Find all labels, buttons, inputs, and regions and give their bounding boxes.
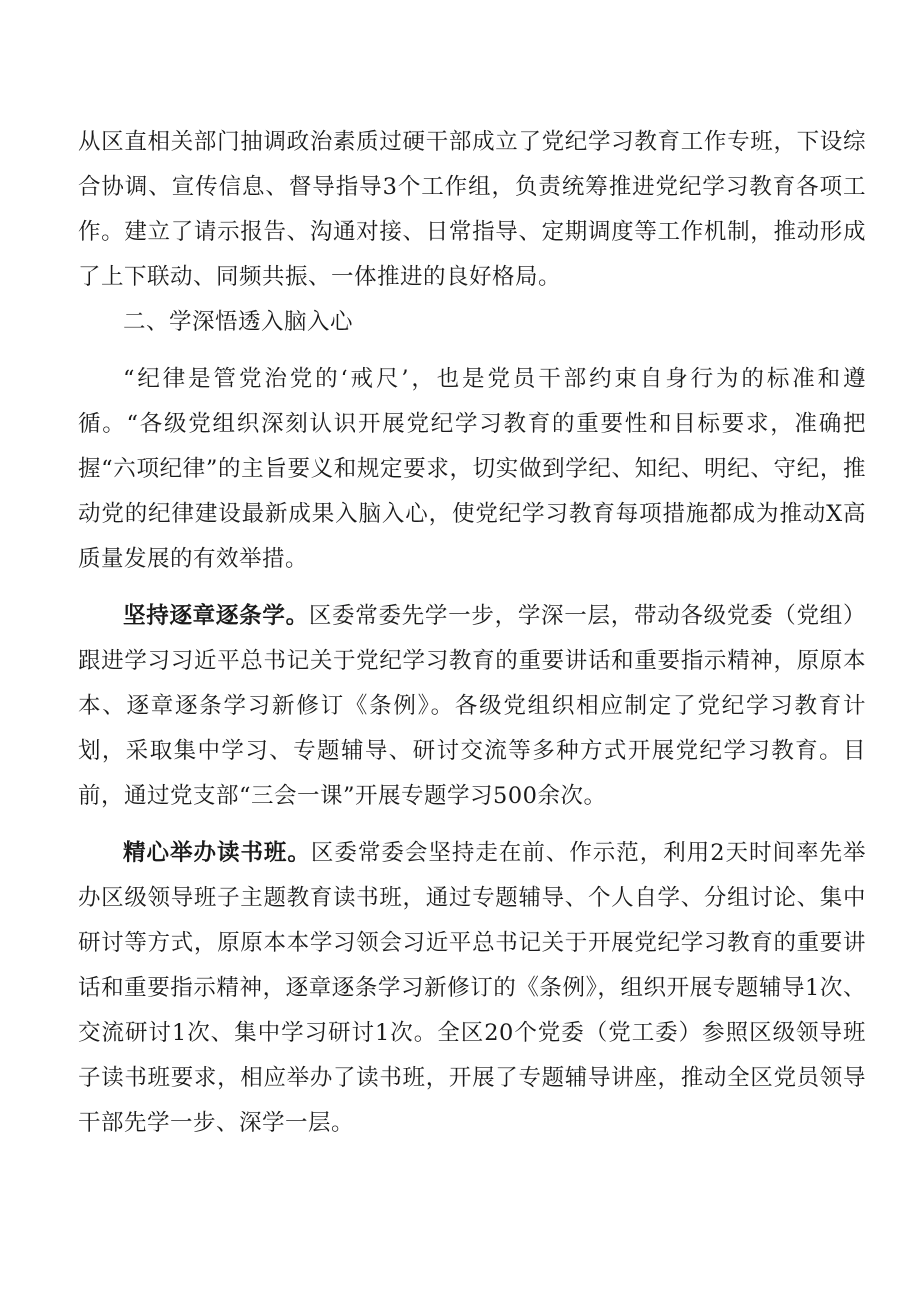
document-body [78, 120, 866, 1146]
paragraph-reading-class-body: 区委常委会坚持走在前、作示范，利用2天时间率先举办区级领导班子主题教育读书班，通过专题辅导、个人自学、分组讨论、集中研讨等方式，原原本本学习领会习近平总书记关于开展党纪学习教育的重要讲话和重要指示精神，逐章逐条学习新修订的《条例》，组织开展专题辅导1次、交流研讨1次、集中学习研讨1次。全区20个党委（党工委）参照区级领导班子读书班要求，相应举办了读书班，开展了专题辅导讲座，推动全区党员领导干部先学一步、深学一层。 [78, 840, 866, 1136]
paragraph-chapter-study-body: 区委常委先学一步，学深一层，带动各级党委（党组）跟进学习习近平总书记关于党纪学习教育的重要讲话和重要指示精神，原原本本、逐章逐条学习新修订《条例》。各级党组织相应制定了党纪学习教育计划，采取集中学习、专题辅导、研讨交流等多种方式开展党纪学习教育。目前，通过党支部“三会一课”开展专题学习500余次。 [78, 603, 866, 809]
paragraph-reading-class-lead: 精心举办读书班。 [123, 840, 311, 866]
paragraph-work-team [78, 120, 866, 300]
paragraph-chapter-study [78, 594, 866, 819]
section-heading-2-text: 二、学深悟透入脑入心 [123, 309, 354, 335]
paragraph-work-team-text: 从区直相关部门抽调政治素质过硬干部成立了党纪学习教育工作专班，下设综合协调、宣传信息、督导指导3个工作组，负责统筹推进党纪学习教育各项工作。建立了请示报告、沟通对接、日常指导、定期调度等工作机制，推动形成了上下联动、同频共振、一体推进的良好格局。 [78, 129, 866, 290]
paragraph-reading-class [78, 831, 866, 1146]
paragraph-discipline-text: “纪律是管党治党的‘戒尺’，也是党员干部约束自身行为的标准和遵循。“各级党组织深刻认识开展党纪学习教育的重要性和目标要求，准确把握“六项纪律”的主旨要义和规定要求，切实做到学纪、知纪、明纪、守纪，推动党的纪律建设最新成果入脑入心，使党纪学习教育每项措施都成为推动X高质量发展的有效举措。 [78, 366, 866, 572]
section-heading-2 [78, 300, 866, 345]
paragraph-chapter-study-lead: 坚持逐章逐条学。 [123, 603, 309, 629]
paragraph-discipline [78, 357, 866, 582]
